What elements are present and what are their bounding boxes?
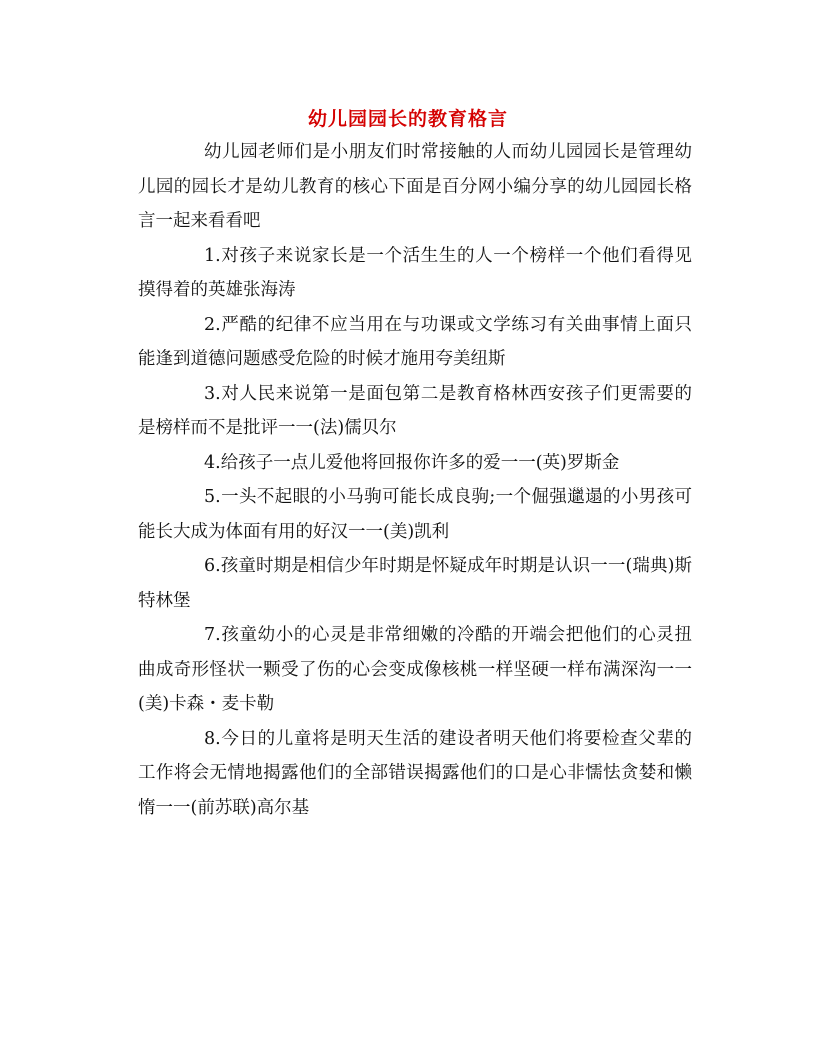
quote-paragraph-3: 3.对人民来说第一是面包第二是教育格林西安孩子们更需要的是榜样而不是批评一一(法)儒贝尔 — [138, 383, 692, 438]
quote-paragraph-8: 8.今日的儿童将是明天生活的建设者明天他们将要检查父辈的工作将会无情地揭露他们的全部错误揭露他们的口是心非懦怯贪婪和懒惰一一(前苏联)高尔基 — [138, 728, 692, 818]
document-body — [138, 135, 692, 825]
quote-paragraph-7: 7.孩童幼小的心灵是非常细嫩的冷酷的开端会把他们的心灵扭曲成奇形怪状一颗受了伤的心会变成像核桃一样坚硬一样布满深沟一一(美)卡森・麦卡勒 — [138, 625, 692, 714]
quote-paragraph-2: 2.严酷的纪律不应当用在与功课或文学练习有关曲事情上面只能逢到道德问题感受危险的时候才施用夸美纽斯 — [138, 314, 692, 369]
quote-paragraph-4: 4.给孩子一点儿爱他将回报你许多的爱一一(英)罗斯金 — [204, 452, 620, 473]
intro-paragraph: 幼儿园老师们是小朋友们时常接触的人而幼儿园园长是管理幼儿园的园长才是幼儿教育的核心下面是百分网小编分享的幼儿园园长格言一起来看看吧 — [138, 142, 692, 231]
quote-paragraph-1: 1.对孩子来说家长是一个活生生的人一个榜样一个他们看得见摸得着的英雄张海涛 — [138, 245, 692, 300]
quote-paragraph-5: 5.一头不起眼的小马驹可能长成良驹;一个倔强邋遢的小男孩可能长大成为体面有用的好汉一一(美)凯利 — [138, 487, 692, 542]
document-title: 幼儿园园长的教育格言 — [307, 107, 508, 130]
quote-paragraph-6: 6.孩童时期是相信少年时期是怀疑成年时期是认识一一(瑞典)斯特林堡 — [138, 556, 692, 611]
